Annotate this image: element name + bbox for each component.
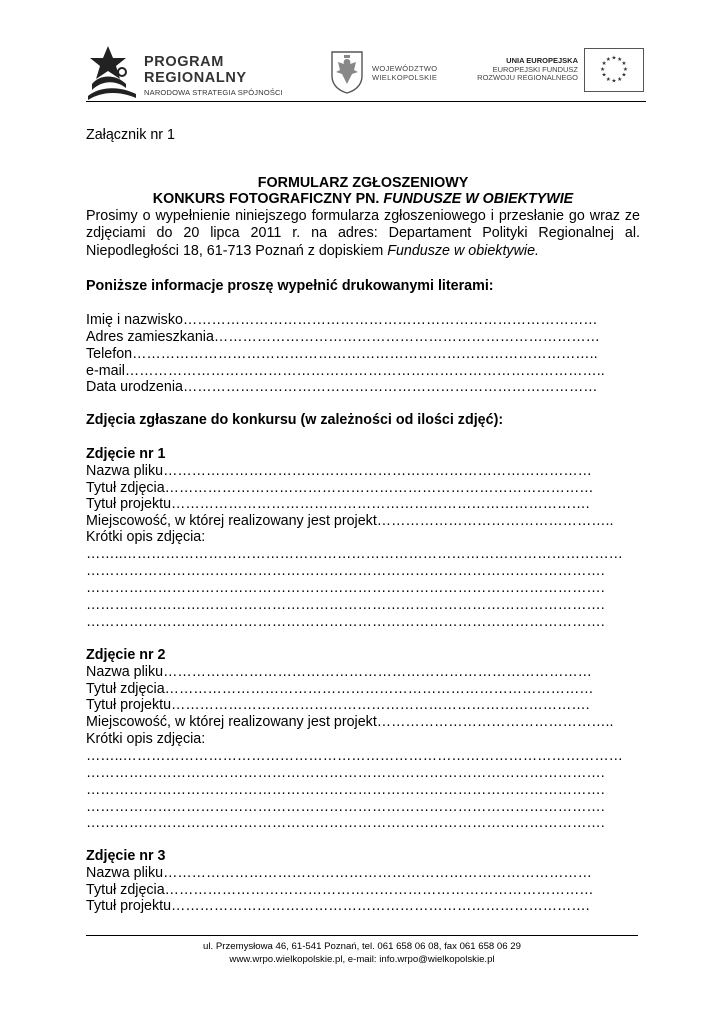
svg-text:★: ★ [601, 72, 607, 79]
intro-paragraph [86, 208, 640, 260]
logo-line-regionalny: REGIONALNY [144, 70, 247, 86]
photo1-title-field[interactable]: Tytuł zdjęcia……………………………………………………………………………… [86, 480, 594, 496]
photo1-location-field[interactable]: Miejscowość, w której realizowany jest projekt………………………………………….. [86, 513, 614, 529]
eu-fund-label [464, 57, 578, 83]
eu-line1: UNIA EUROPEJSKA [506, 56, 578, 65]
photo1-heading: Zdjęcie nr 1 [86, 446, 166, 462]
photo2-description-line[interactable]: ………………………………………………………………………………………………. [86, 765, 605, 781]
attachment-label: Załącznik nr 1 [86, 127, 175, 143]
photo3-project-field[interactable]: Tytuł projektu……………………………………………………………………………. [86, 898, 590, 914]
intro-note: Fundusze w obiektywie. [387, 242, 539, 259]
footer-divider [86, 935, 638, 936]
photo2-filename-field[interactable]: Nazwa pliku……………………………………………………………………………… [86, 664, 592, 680]
form-title: FORMULARZ ZGŁOSZENIOWY [257, 175, 469, 191]
contest-title-prefix: KONKURS FOTOGRAFICZNY PN. [152, 191, 384, 207]
footer-address: ul. Przemysłowa 46, 61-541 Poznań, tel. 061 658 06 08, fax 061 658 06 29 [203, 941, 521, 952]
photo1-description-line[interactable]: ……..…………………………………………………………………………………………… [86, 546, 623, 562]
voivodeship-line2: WIELKOPOLSKIE [372, 73, 438, 82]
logo-line-program: PROGRAM [144, 54, 224, 70]
photo2-description-line[interactable]: ………………………………………………………………………………………………. [86, 799, 605, 815]
svg-text:★: ★ [605, 57, 611, 64]
photo2-description-line[interactable]: ………………………………………………………………………………………………. [86, 782, 605, 798]
intro-text: Prosimy o wypełnienie niniejszego formularza zgłoszeniowego i przesłanie go wraz ze zdjęciami do 20 lipca 2011 r. na adres: Departament Polityki Regionalnej al. Niepodległości 18, 61-713 Poznań z dopiskiem [86, 208, 640, 259]
instruction-heading: Poniższe informacje proszę wypełnić drukowanymi literami: [86, 278, 494, 294]
page-header [86, 40, 646, 102]
contest-title-name: FUNDUSZE W OBIEKTYWIE [383, 191, 574, 207]
eu-line2: EUROPEJSKI FUNDUSZ [492, 64, 578, 74]
photo1-description-line[interactable]: ………………………………………………………………………………………………. [86, 563, 605, 579]
photo3-filename-field[interactable]: Nazwa pliku……………………………………………………………………………… [86, 865, 592, 881]
photo1-description-line[interactable]: ………………………………………………………………………………………………. [86, 580, 605, 596]
photo1-filename-field[interactable]: Nazwa pliku……………………………………………………………………………… [86, 463, 592, 479]
voivodeship-label [372, 64, 437, 82]
voivodeship-line1: WOJEWÓDZTWO [372, 64, 438, 73]
photo2-heading: Zdjęcie nr 2 [86, 647, 166, 663]
svg-text:★: ★ [605, 76, 611, 83]
svg-text:★: ★ [601, 61, 607, 68]
address-field[interactable]: Adres zamieszkania……………………………………………………………………… [86, 329, 600, 345]
email-field[interactable]: e-mail……………………………………………………………………………………….. [86, 363, 605, 379]
photo1-description-label: Krótki opis zdjęcia: [86, 529, 206, 545]
svg-text:★: ★ [599, 66, 606, 73]
photo2-description-label: Krótki opis zdjęcia: [86, 731, 206, 747]
footer-contact: www.wrpo.wielkopolskie.pl, e-mail: info.wrpo@wielkopolskie.pl [229, 954, 495, 965]
photo3-title-field[interactable]: Tytuł zdjęcia……………………………………………………………………………… [86, 882, 594, 898]
name-field[interactable]: Imię i nazwisko…………………………………………………………………………… [86, 312, 598, 328]
photos-heading: Zdjęcia zgłaszane do konkursu (w zależności od ilości zdjęć): [86, 412, 504, 428]
svg-text:★: ★ [622, 66, 629, 73]
svg-text:★: ★ [611, 55, 617, 62]
photo1-description-line[interactable]: ………………………………………………………………………………………………. [86, 614, 605, 630]
photo2-description-line[interactable]: ……..…………………………………………………………………………………………… [86, 748, 623, 764]
wielkopolskie-eagle-icon [330, 50, 364, 94]
svg-text:★: ★ [621, 72, 627, 79]
eu-flag-icon [584, 48, 644, 92]
birth-date-field[interactable]: Data urodzenia…………………………………………………………………………… [86, 379, 598, 395]
program-regionalny-wordmark [144, 54, 283, 99]
svg-text:★: ★ [617, 57, 623, 64]
contest-title [86, 191, 640, 208]
eu-line3: ROZWOJU REGIONALNEGO [477, 73, 578, 83]
photo2-location-field[interactable]: Miejscowość, w której realizowany jest projekt………………………………………….. [86, 714, 614, 730]
photo2-title-field[interactable]: Tytuł zdjęcia……………………………………………………………………………… [86, 681, 594, 697]
program-regionalny-logo-icon [86, 44, 138, 102]
svg-text:★: ★ [621, 61, 627, 68]
photo1-description-line[interactable]: ………………………………………………………………………………………………. [86, 597, 605, 613]
page-footer [86, 940, 638, 966]
header-divider [86, 101, 646, 102]
svg-text:★: ★ [611, 78, 617, 85]
photo2-project-field[interactable]: Tytuł projektu……………………………………………………………………………. [86, 697, 590, 713]
logo-line-strategy: NARODOWA STRATEGIA SPÓJNOŚCI [144, 88, 283, 97]
photo1-project-field[interactable]: Tytuł projektu……………………………………………………………………………. [86, 496, 590, 512]
photo3-heading: Zdjęcie nr 3 [86, 848, 166, 864]
svg-text:★: ★ [617, 76, 623, 83]
photo2-description-line[interactable]: ………………………………………………………………………………………………. [86, 815, 605, 831]
phone-field[interactable]: Telefon…………………………………………………………………………………….. [86, 346, 598, 362]
